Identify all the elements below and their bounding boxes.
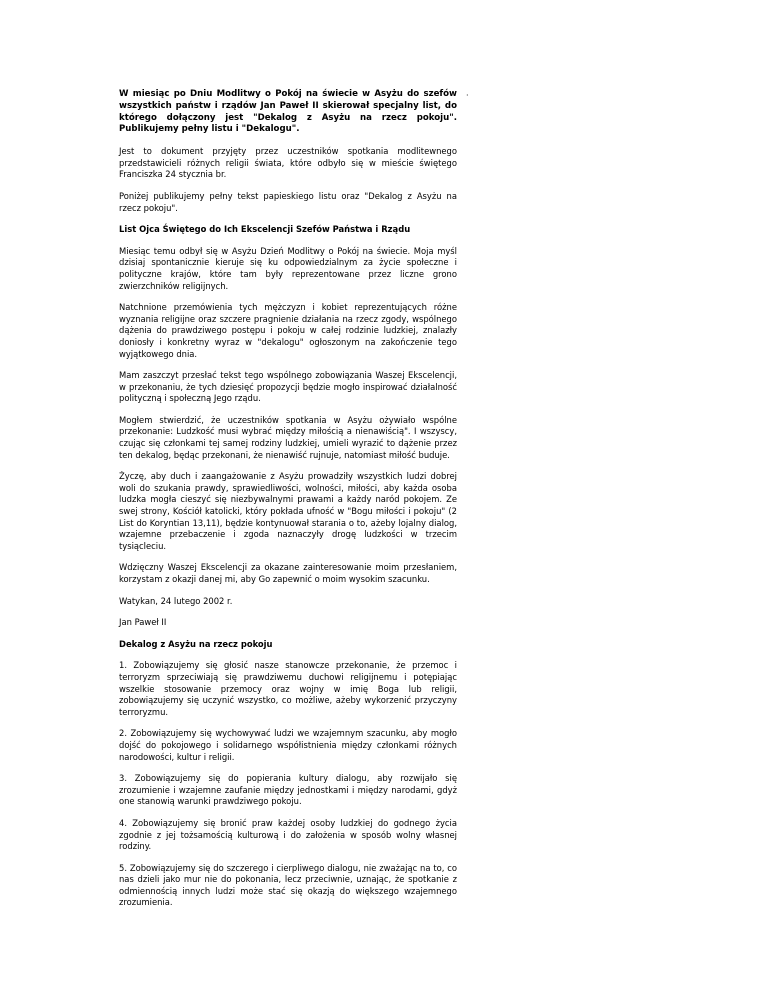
letter-paragraph: Miesiąc temu odbył się w Asyżu Dzień Modlitwy o Pokój na świecie. Moja myśl dzisiaj spontanicznie kieruje się ku odpowiedzialnym za życie społeczne i polityczne krajów, które tam były reprezentowane przez liczne grono zwierzchników religijnych. xyxy=(119,245,457,291)
letter-paragraph: Mogłem stwierdzić, że uczestników spotkania w Asyżu ożywiało wspólne przekonanie: Ludzkość musi wybrać między miłością a nienawiścią". I wszyscy, czując się członkami tej samej rodziny ludzkiej, umieli wyrazić to dążenie przez ten dekalog, będąc przekonani, że nienawiść rujnuje, natomiast miłość buduje. xyxy=(119,414,457,460)
decalogue-heading: Dekalog z Asyżu na rzecz pokoju xyxy=(119,638,273,649)
decalogue-item: 1. Zobowiązujemy się głosić nasze stanowcze przekonanie, że przemoc i terroryzm sprzeciwiają się prawdziwemu duchowi religijnemu i potępiając wszelkie stosowanie przemocy oraz wojny w imię Boga lub religii, zobowiązujemy się uczynić wszystko, co możliwe, ażeby wykorzenić przyczyny terroryzmu. xyxy=(119,660,457,717)
letter-paragraph: Natchnione przemówienia tych mężczyzn i kobiet reprezentujących różne wyznania religijne oraz szczere pragnienie działania na rzecz zgody, wspólnego dążenia do prawdziwego postępu i pokoju w całej rodzinie ludzkiej, znalazły doniosły i konkretny wyraz w "dekalogu" ogłoszonym na zakończenie tego wyjątkowego dnia. xyxy=(119,302,457,359)
place-date: Watykan, 24 lutego 2002 r. xyxy=(119,595,233,606)
decalogue-item: 5. Zobowiązujemy się do szczerego i cierpliwego dialogu, nie zważając na to, co nas dzieli jako mur nie do pokonania, lecz przeciwnie, uznając, że spotkanie z odmiennością innych ludzi może stać się okazją do większego wzajemnego zrozumienia. xyxy=(119,862,457,908)
decalogue-item: 2. Zobowiązujemy się wychowywać ludzi we wzajemnym szacunku, aby mogło dojść do pokojowego i solidarnego współistnienia między członkami różnych narodowości, kultur i religii. xyxy=(119,728,457,762)
letter-paragraph: Życzę, aby duch i zaangażowanie z Asyżu prowadziły wszystkich ludzi dobrej woli do szukania prawdy, sprawiedliwości, wolności, miłości, aby każda osoba ludzka mogła cieszyć się niezbywalnymi prawami a każdy naród pokojem. Ze swej strony, Kościół katolicki, który pokłada ufność w "Bogu miłości i pokoju" (2 List do Koryntian 13,11), będzie kontynuował starania o to, ażeby lojalny dialog, wzajemne przebaczenie i zgoda naznaczyły drogę ludzkości w trzecim tysiącleciu. xyxy=(119,471,457,551)
letter-paragraph: Wdzięczny Waszej Ekscelencji za okazane zainteresowanie moim przesłaniem, korzystam z okazji danej mi, aby Go zapewnić o moim wysokim szacunku. xyxy=(119,562,457,584)
intro-paragraph: Poniżej publikujemy pełny tekst papieskiego listu oraz "Dekalog z Asyżu na rzecz pokoju". xyxy=(119,190,457,213)
signature: Jan Paweł II xyxy=(119,617,167,628)
stray-dot-mark: · xyxy=(466,91,469,100)
intro-paragraph: Jest to dokument przyjęty przez uczestników spotkania modlitewnego przedstawicieli różnych religii świata, które odbyło się w mieście świętego Franciszka 24 stycznia br. xyxy=(119,146,457,180)
decalogue-item: 3. Zobowiązujemy się do popierania kultury dialogu, aby rozwijało się zrozumienie i wzajemne zaufanie między jednostkami i między narodami, gdyż one stanowią warunki prawdziwego pokoju. xyxy=(119,773,457,807)
letter-paragraph: Mam zaszczyt przesłać tekst tego wspólnego zobowiązania Waszej Ekscelencji, w przekonaniu, że tych dziesięć propozycji będzie mogło inspirować działalność polityczną i społeczną Jego rządu. xyxy=(119,370,457,404)
decalogue-item: 4. Zobowiązujemy się bronić praw każdej osoby ludzkiej do godnego życia zgodnie z jej tożsamością kulturową i do założenia w sposób wolny własnej rodziny. xyxy=(119,817,457,852)
document-page xyxy=(119,89,457,919)
letter-heading: List Ojca Świętego do Ich Ekscelencji Szefów Państwa i Rządu xyxy=(119,224,411,235)
article-lead: W miesiąc po Dniu Modlitwy o Pokój na świecie w Asyżu do szefów wszystkich państw i rządów Jan Paweł II skierował specjalny list, do którego dołączony jest "Dekalog z Asyżu na rzecz pokoju". Publikujemy pełny listu i "Dekalogu". xyxy=(119,89,457,135)
